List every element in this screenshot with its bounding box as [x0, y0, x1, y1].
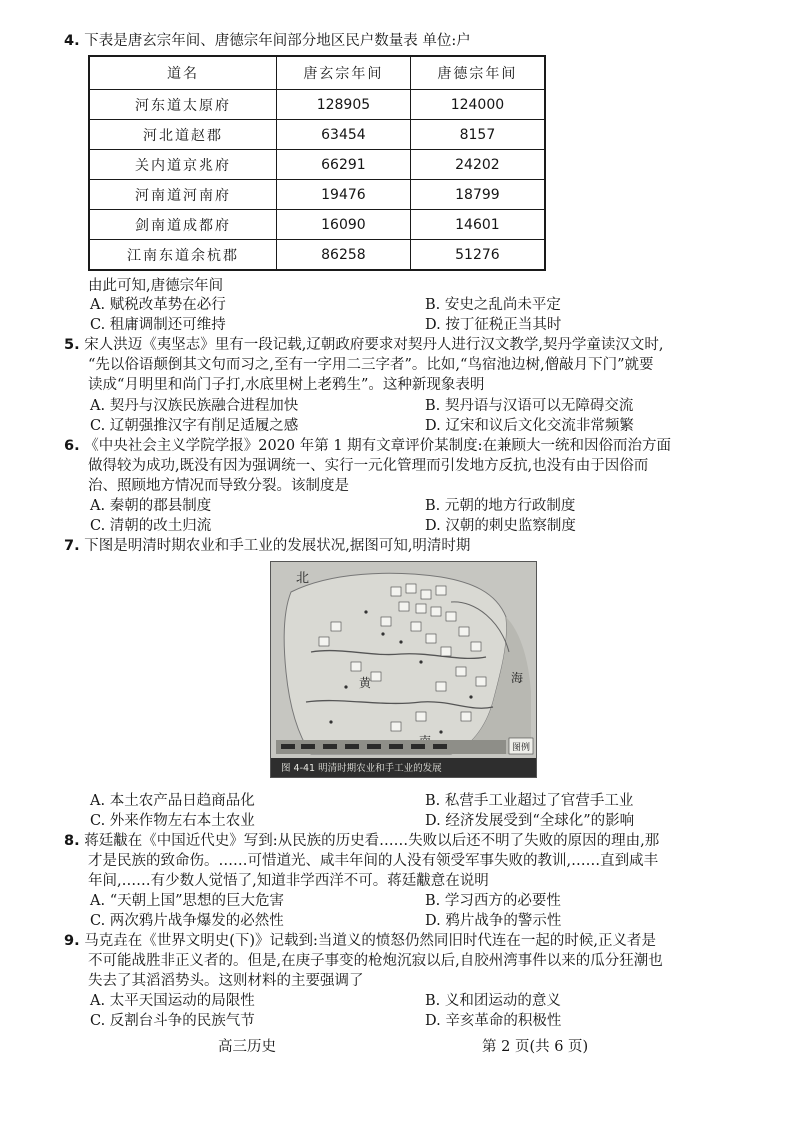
q6-option-a: A. 秦朝的郡县制度 — [90, 498, 212, 514]
q4-number: 4. — [64, 33, 80, 49]
q6-option-c: C. 清朝的改土归流 — [90, 518, 212, 534]
q8-option-b: B. 学习西方的必要性 — [425, 893, 561, 909]
table-cell-region: 河东道太原府 — [89, 90, 277, 120]
map-legend-label: 图例 — [512, 743, 531, 753]
ming-qing-economy-map — [271, 562, 536, 777]
q4-option-d: D. 按丁征税正当其时 — [425, 317, 562, 333]
q5-text-1: 宋人洪迈《夷坚志》里有一段记载,辽朝政府要求对契丹人进行汉文教学,契丹学童读汉文时, — [84, 337, 664, 353]
q4-population-table — [88, 55, 546, 271]
q4-after-text: 由此可知,唐德宗年间 — [88, 278, 224, 294]
table-cell-xuanzong: 86258 — [277, 240, 411, 271]
q8-line-1 — [64, 831, 659, 851]
q9-option-c: C. 反割台斗争的民族气节 — [90, 1013, 255, 1029]
q9-line-1 — [64, 931, 656, 951]
q7-option-d: D. 经济发展受到“全球化”的影响 — [425, 813, 635, 829]
q7-map-figure — [270, 561, 537, 778]
table-row — [89, 120, 545, 150]
table-cell-xuanzong: 66291 — [277, 150, 411, 180]
footer-subject: 高三历史 — [218, 1039, 276, 1055]
map-label-yellow: 黄 — [359, 676, 372, 690]
q7-stem-text: 下图是明清时期农业和手工业的发展状况,据图可知,明清时期 — [84, 538, 471, 554]
q9-text-1: 马克垚在《世界文明史(下)》记载到:当道义的愤怒仍然同旧时代连在一起的时候,正义者是 — [84, 933, 657, 949]
q8-number: 8. — [64, 833, 80, 849]
q9-option-b: B. 义和团运动的意义 — [425, 993, 561, 1009]
q5-number: 5. — [64, 337, 80, 353]
q9-option-d: D. 辛亥革命的积极性 — [425, 1013, 562, 1029]
map-label-sea: 海 — [511, 671, 524, 685]
table-cell-xuanzong: 128905 — [277, 90, 411, 120]
map-caption: 图 4-41 明清时期农业和手工业的发展 — [281, 763, 442, 774]
table-row — [89, 90, 545, 120]
footer-page-number: 第 2 页(共 6 页) — [482, 1039, 589, 1055]
table-cell-dezong: 14601 — [410, 210, 545, 240]
map-label-north: 北 — [296, 571, 310, 586]
q9-line-3: 失去了其滔滔势头。这则材料的主要强调了 — [88, 973, 364, 989]
q8-text-1: 蒋廷黻在《中国近代史》写到:从民族的历史看……失败以后还不明了失败的原因的理由,那 — [84, 833, 660, 849]
q8-line-3: 年间,……有少数人觉悟了,知道非学西洋不可。蒋廷黻意在说明 — [88, 873, 489, 889]
table-cell-xuanzong: 63454 — [277, 120, 411, 150]
q6-option-b: B. 元朝的地方行政制度 — [425, 498, 576, 514]
q7-option-a: A. 本土农产品日趋商品化 — [90, 793, 255, 809]
q5-line-2: “先以俗语颠倒其文句而习之,至有一字用二三字者”。比如,“鸟宿池边树,僧敲月下门”就要 — [88, 357, 654, 373]
q5-option-a: A. 契丹与汉族民族融合进程加快 — [90, 398, 299, 414]
q6-line-2: 做得较为成功,既没有因为强调统一、实行一元化管理而引发地方反抗,也没有由于因俗而 — [88, 458, 649, 474]
q6-line-3: 治、照顾地方情况而导致分裂。该制度是 — [88, 478, 349, 494]
table-cell-region: 江南东道余杭郡 — [89, 240, 277, 271]
q8-option-c: C. 两次鸦片战争爆发的必然性 — [90, 913, 284, 929]
q4-option-b: B. 安史之乱尚未平定 — [425, 297, 561, 313]
table-cell-dezong: 124000 — [410, 90, 545, 120]
table-cell-dezong: 51276 — [410, 240, 545, 271]
table-header-xuanzong: 唐玄宗年间 — [277, 56, 411, 90]
q4-option-c: C. 租庸调制还可维持 — [90, 317, 226, 333]
q7-number: 7. — [64, 538, 80, 554]
q5-option-c: C. 辽朝强推汉字有削足适履之感 — [90, 418, 299, 434]
q6-number: 6. — [64, 438, 80, 454]
table-cell-region: 剑南道成都府 — [89, 210, 277, 240]
q6-option-d: D. 汉朝的刺史监察制度 — [425, 518, 576, 534]
q9-line-2: 不可能战胜非正义者的。但是,在庚子事变的枪炮沉寂以后,自胶州湾事件以来的瓜分狂潮也 — [88, 953, 663, 969]
q7-stem — [64, 536, 470, 556]
q5-option-d: D. 辽宋和议后文化交流非常频繁 — [425, 418, 634, 434]
q8-option-d: D. 鸦片战争的警示性 — [425, 913, 562, 929]
table-header-dezong: 唐德宗年间 — [410, 56, 545, 90]
table-header-row — [89, 56, 545, 90]
q5-line-3: 读成“月明里和尚门子打,水底里树上老鸦生”。这种新现象表明 — [88, 377, 485, 393]
table-row — [89, 150, 545, 180]
table-cell-dezong: 18799 — [410, 180, 545, 210]
q4-stem — [64, 31, 471, 51]
q7-option-b: B. 私营手工业超过了官营手工业 — [425, 793, 634, 809]
q4-stem-text: 下表是唐玄宗年间、唐德宗年间部分地区民户数量表 单位:户 — [84, 33, 471, 49]
table-cell-region: 河北道赵郡 — [89, 120, 277, 150]
q9-option-a: A. 太平天国运动的局限性 — [90, 993, 255, 1009]
q5-line-1 — [64, 335, 664, 355]
table-row — [89, 210, 545, 240]
table-cell-region: 关内道京兆府 — [89, 150, 277, 180]
q4-option-a: A. 赋税改革势在必行 — [90, 297, 226, 313]
q6-text-1: 《中央社会主义学院学报》2020 年第 1 期有文章评价某制度:在兼顾大一统和因俗而治方面 — [84, 438, 672, 454]
table-header-region: 道名 — [89, 56, 277, 90]
q8-option-a: A. “天朝上国”思想的巨大危害 — [90, 893, 285, 909]
q5-option-b: B. 契丹语与汉语可以无障碍交流 — [425, 398, 634, 414]
q7-option-c: C. 外来作物左右本土农业 — [90, 813, 255, 829]
table-row — [89, 180, 545, 210]
table-row — [89, 240, 545, 271]
table-cell-xuanzong: 16090 — [277, 210, 411, 240]
q8-line-2: 才是民族的致命伤。……可惜道光、咸丰年间的人没有领受军事失败的教训,……直到咸丰 — [88, 853, 659, 869]
table-cell-region: 河南道河南府 — [89, 180, 277, 210]
q6-line-1 — [64, 436, 671, 456]
table-cell-dezong: 8157 — [410, 120, 545, 150]
q9-number: 9. — [64, 933, 80, 949]
table-cell-xuanzong: 19476 — [277, 180, 411, 210]
table-cell-dezong: 24202 — [410, 150, 545, 180]
